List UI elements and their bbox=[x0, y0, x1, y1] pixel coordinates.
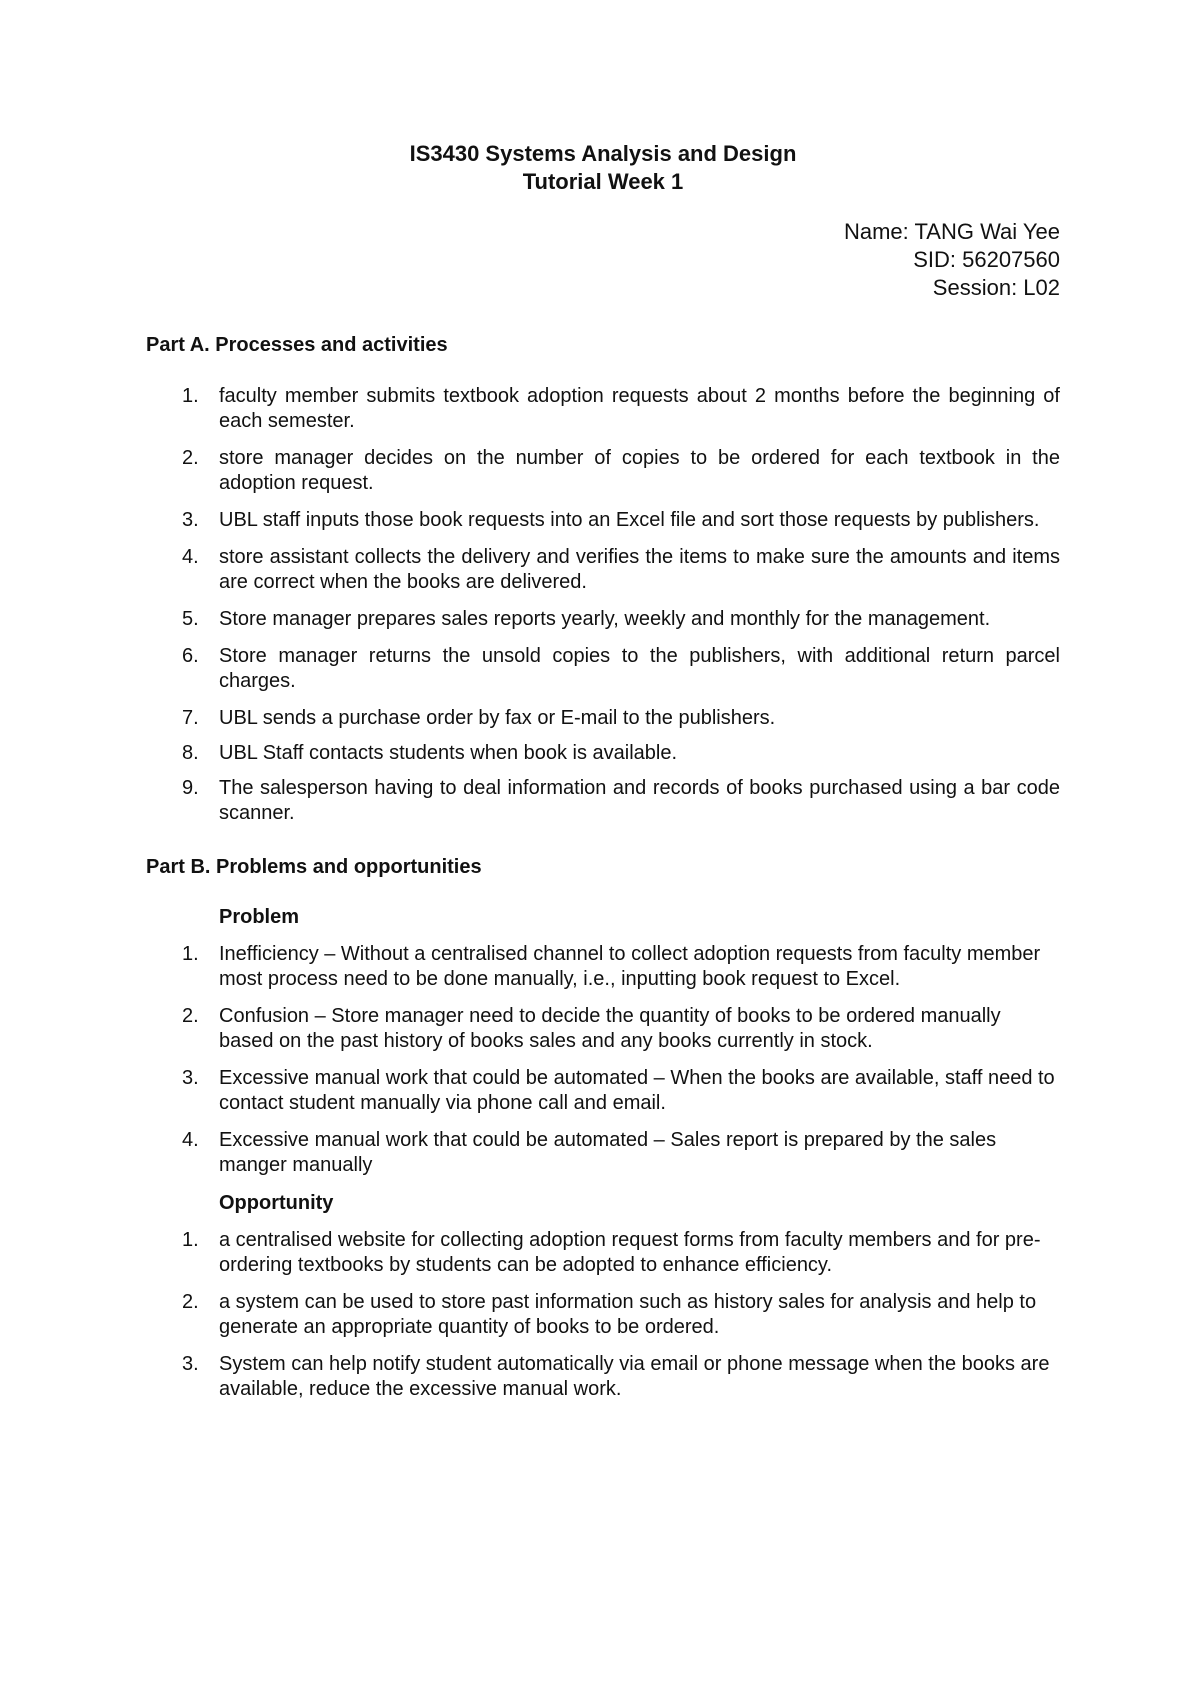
list-item bbox=[146, 1228, 1060, 1278]
list-item bbox=[146, 1290, 1060, 1340]
item-number: 9. bbox=[182, 777, 199, 799]
item-number: 4. bbox=[182, 1129, 199, 1151]
item-text: faculty member submits textbook adoption requests about 2 months before the beginning of each semester. bbox=[219, 385, 1060, 432]
tutorial-title: Tutorial Week 1 bbox=[522, 169, 684, 194]
item-number: 8. bbox=[182, 742, 199, 764]
item-text: Store manager returns the unsold copies to the publishers, with additional return parcel charges. bbox=[219, 645, 1060, 692]
item-text: a system can be used to store past information such as history sales for analysis and help to generate an appropriate quantity of books to be ordered. bbox=[219, 1291, 1037, 1338]
list-item bbox=[146, 706, 1060, 731]
list-item bbox=[146, 1004, 1060, 1054]
item-number: 5. bbox=[182, 608, 199, 630]
item-number: 3. bbox=[182, 509, 199, 531]
list-item bbox=[146, 1352, 1060, 1402]
item-text: Confusion – Store manager need to decide the quantity of books to be ordered manually based on the past history of books sales and any books currently in stock. bbox=[219, 1005, 1001, 1052]
problem-heading: Problem bbox=[219, 906, 300, 928]
item-number: 3. bbox=[182, 1067, 199, 1089]
part-a-list bbox=[146, 384, 1060, 826]
list-item bbox=[146, 1066, 1060, 1116]
item-number: 2. bbox=[182, 1005, 199, 1027]
problem-list bbox=[146, 942, 1060, 1178]
item-number: 1. bbox=[182, 1229, 199, 1251]
list-item bbox=[146, 942, 1060, 992]
list-item bbox=[146, 607, 1060, 632]
student-session: Session: L02 bbox=[932, 275, 1060, 300]
item-text: store assistant collects the delivery and verifies the items to make sure the amounts and items are correct when the books are delivered. bbox=[219, 546, 1060, 593]
opportunity-heading: Opportunity bbox=[219, 1192, 334, 1214]
list-item bbox=[146, 545, 1060, 595]
item-text: UBL sends a purchase order by fax or E-mail to the publishers. bbox=[219, 707, 776, 729]
document-page bbox=[146, 140, 1060, 1414]
part-b-heading: Part B. Problems and opportunities bbox=[146, 856, 482, 878]
item-number: 3. bbox=[182, 1353, 199, 1375]
item-text: Excessive manual work that could be automated – When the books are available, staff need to contact student manually via phone call and email. bbox=[219, 1067, 1055, 1114]
document-title bbox=[146, 140, 1060, 196]
item-text: Inefficiency – Without a centralised channel to collect adoption requests from faculty member most process need to be done manually, i.e., inputting book request to Excel. bbox=[219, 943, 1041, 990]
list-item bbox=[146, 644, 1060, 694]
item-text: UBL staff inputs those book requests into an Excel file and sort those requests by publishers. bbox=[219, 509, 1040, 531]
item-text: a centralised website for collecting adoption request forms from faculty members and for pre-ordering textbooks by students can be adopted to enhance efficiency. bbox=[219, 1229, 1041, 1276]
item-text: System can help notify student automatically via email or phone message when the books are available, reduce the excessive manual work. bbox=[219, 1353, 1050, 1400]
student-sid: SID: 56207560 bbox=[913, 247, 1060, 272]
item-number: 2. bbox=[182, 1291, 199, 1313]
opportunity-list bbox=[146, 1228, 1060, 1402]
item-number: 1. bbox=[182, 943, 199, 965]
item-number: 2. bbox=[182, 447, 199, 469]
item-number: 1. bbox=[182, 385, 199, 407]
item-number: 6. bbox=[182, 645, 199, 667]
item-text: Excessive manual work that could be automated – Sales report is prepared by the sales manger manually bbox=[219, 1129, 997, 1176]
list-item bbox=[146, 741, 1060, 766]
list-item bbox=[146, 1128, 1060, 1178]
list-item bbox=[146, 384, 1060, 434]
student-name: Name: TANG Wai Yee bbox=[843, 219, 1060, 244]
list-item bbox=[146, 508, 1060, 533]
student-info bbox=[146, 218, 1060, 302]
item-text: UBL Staff contacts students when book is available. bbox=[219, 742, 678, 764]
item-number: 7. bbox=[182, 707, 199, 729]
course-title: IS3430 Systems Analysis and Design bbox=[409, 141, 797, 166]
part-a-heading: Part A. Processes and activities bbox=[146, 334, 448, 356]
item-text: store manager decides on the number of copies to be ordered for each textbook in the adoption request. bbox=[219, 447, 1060, 494]
list-item bbox=[146, 776, 1060, 826]
item-text: The salesperson having to deal information and records of books purchased using a bar code scanner. bbox=[219, 777, 1060, 824]
item-number: 4. bbox=[182, 546, 199, 568]
list-item bbox=[146, 446, 1060, 496]
item-text: Store manager prepares sales reports yearly, weekly and monthly for the management. bbox=[219, 608, 991, 630]
